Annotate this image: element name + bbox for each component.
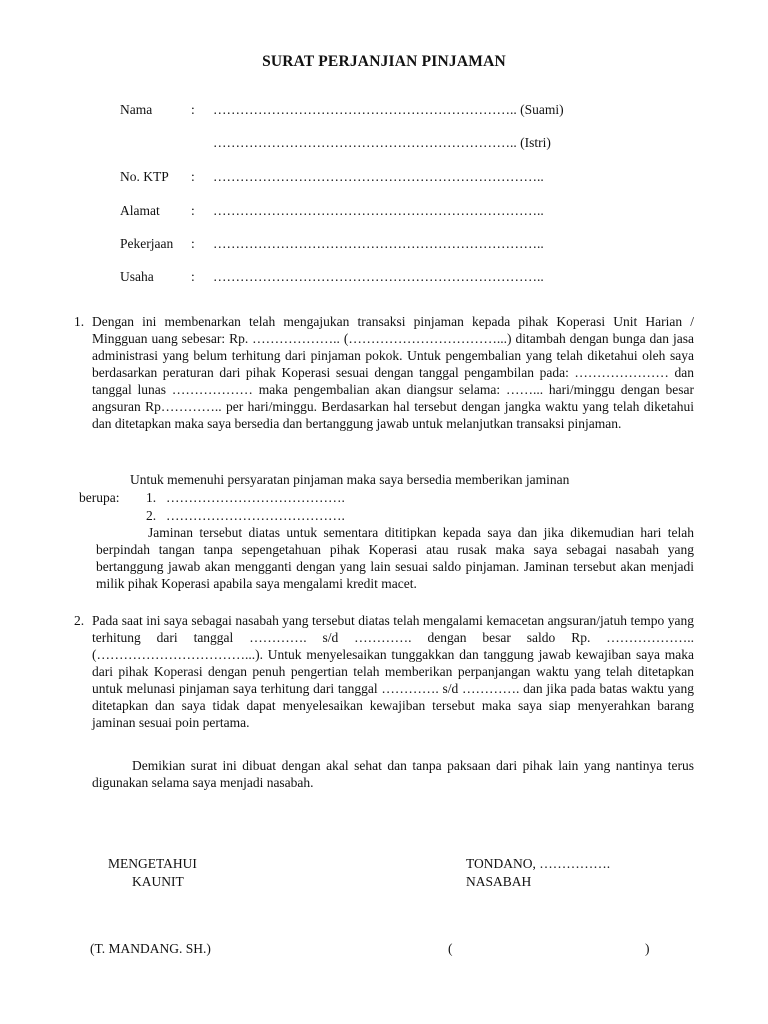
guarantee-item-number: 2.	[146, 508, 157, 523]
field-value: ………………………………………………………………..	[213, 169, 544, 184]
guarantee-item-text: ………………………………….	[166, 490, 345, 505]
guarantee-item-text: ………………………………….	[166, 508, 345, 523]
field-label: Nama	[120, 102, 153, 117]
sign-left-name: (T. MANDANG. SH.)	[90, 941, 211, 956]
field-value: ………………………………………………………………..	[213, 236, 544, 251]
field-colon: :	[191, 236, 195, 251]
field-colon: :	[191, 203, 195, 218]
point-2-text: Pada saat ini saya sebagai nasabah yang tersebut diatas telah mengalami kemacetan angsuran/jatuh tempo yang terhitung dari tanggal …………. s/d …………. dengan besar saldo Rp. ……………….. (……………………………...). Untuk menyelesaikan tunggakkan dan tanggung jawab kewajiban saya maka dari pihak Koperasi dengan penuh pengertian telah memberikan perpanjangan waktu yang telah ditetapkan untuk melunasi pinjaman saya terhitung dari tanggal …………. s/d …………. dan jika pada batas waktu yang ditetapkan dan saya tidak dapat menyelesaikan kewajiban tersebut maka saya siap menyerahkan barang jaminan sesuai poin pertama.	[92, 613, 694, 730]
field-colon: :	[191, 169, 195, 184]
field-value: ………………………………………………………….. (Istri)	[213, 135, 551, 150]
sign-right-role: NASABAH	[466, 874, 532, 889]
field-value: ………………………………………………………………..	[213, 269, 544, 284]
field-value: ………………………………………………………………..	[213, 203, 544, 218]
field-label: No. KTP	[120, 169, 169, 184]
sign-right-open-paren: (	[448, 941, 453, 956]
sign-left-role: KAUNIT	[132, 874, 184, 889]
field-colon: :	[191, 269, 195, 284]
point-2-number: 2.	[74, 613, 85, 628]
guarantee-paragraph: Jaminan tersebut diatas untuk sementara dititipkan kepada saya dan jika dikemudian hari telah berpindah tangan tanpa sepengetahuan pihak Koperasi atau rusak maka saya sebagai nasabah yang bertanggung jawab akan mengganti dengan yang lain sesuai saldo pinjaman. Jaminan tersebut akan menjadi milik pihak Koperasi apabila saya mengalami kredit macet.	[96, 525, 694, 591]
closing-paragraph: Demikian surat ini dibuat dengan akal sehat dan tanpa paksaan dari pihak lain yang nantinya terus digunakan selama saya menjadi nasabah.	[92, 758, 694, 790]
sign-right-close-paren: )	[645, 941, 650, 956]
field-value: ………………………………………………………….. (Suami)	[213, 102, 564, 117]
document-title: SURAT PERJANJIAN PINJAMAN	[262, 53, 506, 70]
guarantee-intro: Untuk memenuhi persyaratan pinjaman maka saya bersedia memberikan jaminan	[130, 472, 570, 487]
field-label: Alamat	[120, 203, 160, 218]
sign-right-place-date: TONDANO, …………….	[466, 856, 611, 871]
guarantee-berupa-label: berupa:	[79, 490, 120, 505]
field-label: Pekerjaan	[120, 236, 174, 251]
point-1-text: Dengan ini membenarkan telah mengajukan transaksi pinjaman kepada pihak Koperasi Unit Harian / Mingguan uang sebesar: Rp. ……………….. (……………………………...) ditambah dengan bunga dan jasa administrasi yang belum terhitung dari pinjaman pokok. Untuk pengembalian yang telah diketahui oleh saya berdasarkan peraturan dari pihak Koperasi sesuai dengan tanggal pengambilan pada: ………………… dan tanggal lunas ……………… maka pengembalian akan diangsur selama: ……... hari/minggu dengan besar angsuran Rp………….. per hari/minggu. Berdasarkan hal tersebut dengan jangka waktu yang telah diketahui dan ditetapkan maka saya bersedia dan bertanggung jawab untuk melanjutkan transaksi pinjaman.	[92, 314, 694, 431]
sign-left-heading: MENGETAHUI	[108, 856, 197, 871]
point-1-number: 1.	[74, 314, 85, 329]
field-label: Usaha	[120, 269, 154, 284]
guarantee-item-number: 1.	[146, 490, 157, 505]
field-colon: :	[191, 102, 195, 117]
